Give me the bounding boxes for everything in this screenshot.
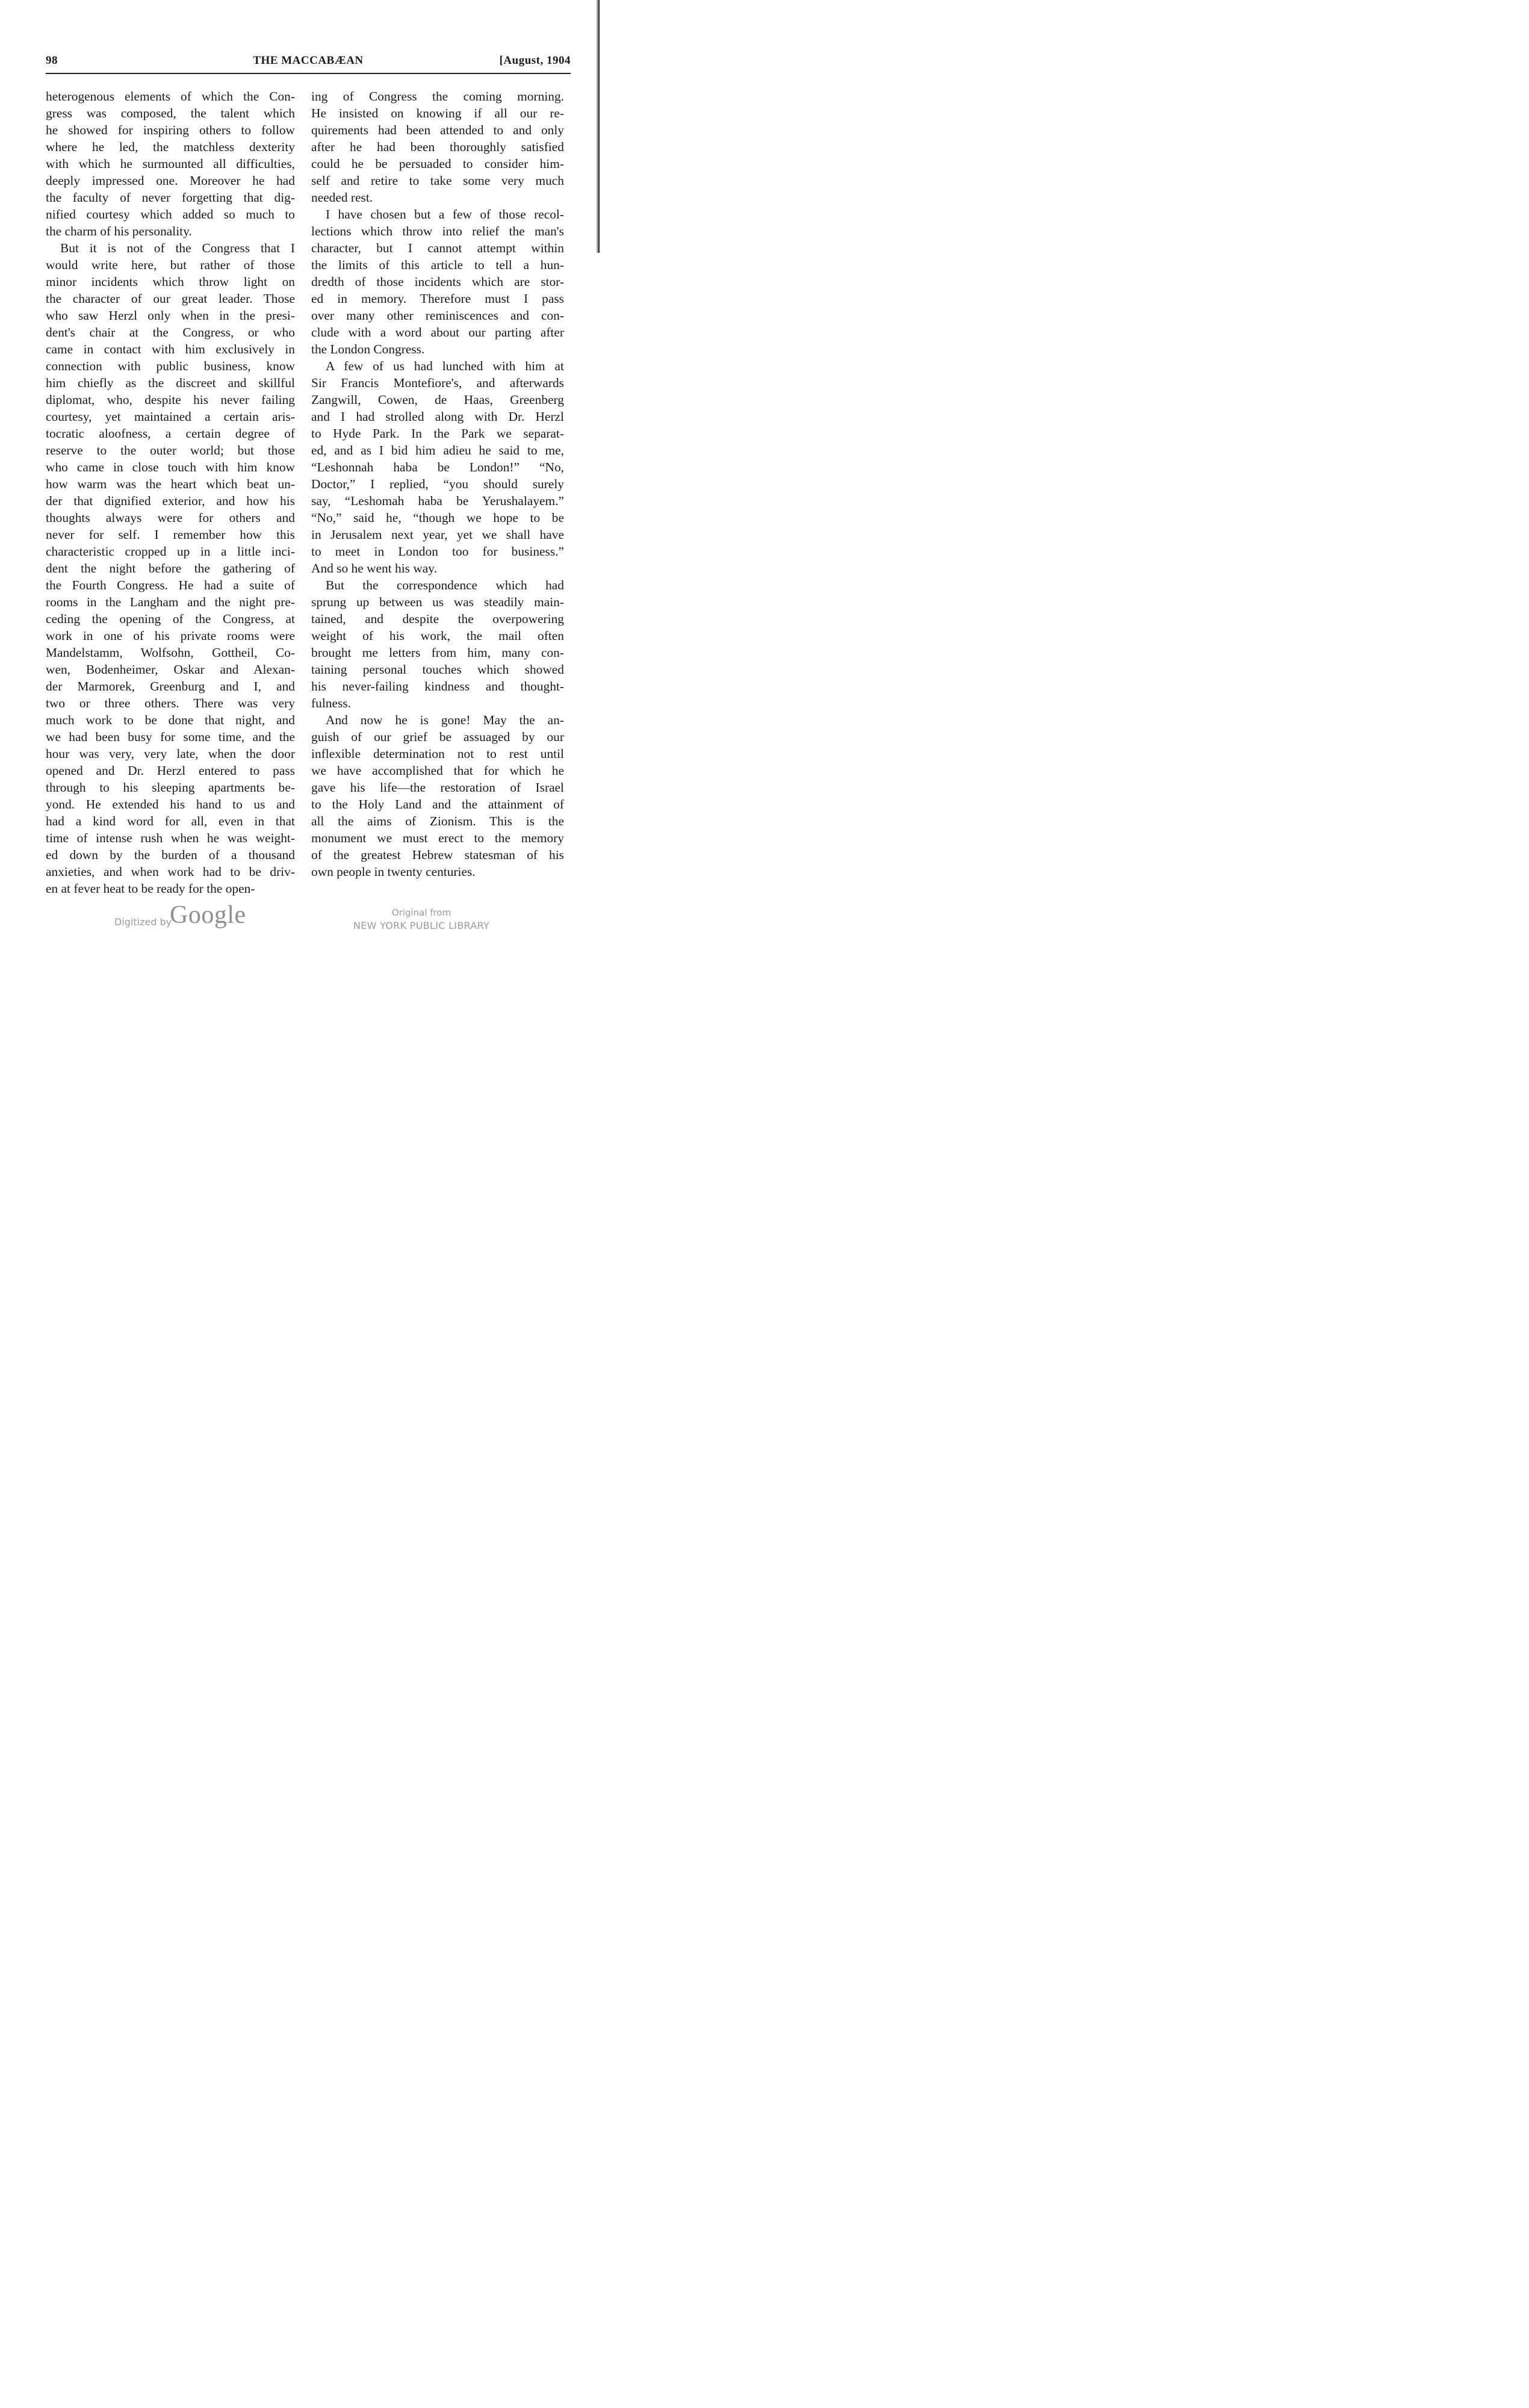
text-line: ed, and as I bid him adieu he said to me, — [311, 443, 564, 458]
text-line: we have accomplished that for which he — [311, 763, 564, 778]
text-line: thoughts always were for others and — [46, 510, 295, 525]
text-line: to meet in London too for business.” — [311, 544, 564, 559]
text-line: sprung up between us was steadily main- — [311, 595, 564, 609]
text-line: Doctor,” I replied, “you should surely — [311, 477, 564, 491]
text-line: came in contact with him exclusively in — [46, 342, 295, 356]
page-binding-edge — [596, 0, 600, 253]
text-line: who came in close touch with him know — [46, 460, 295, 474]
page-number: 98 — [46, 54, 58, 67]
text-line: hour was very, very late, when the door — [46, 746, 295, 761]
text-line: der Marmorek, Greenburg and I, and — [46, 679, 295, 694]
text-line: der that dignified exterior, and how his — [46, 494, 295, 508]
text-line: him chiefly as the discreet and skillful — [46, 376, 295, 390]
text-line: nified courtesy which added so much to — [46, 207, 295, 222]
text-line: to the Holy Land and the attainment of — [311, 797, 564, 811]
text-line: deeply impressed one. Moreover he had — [46, 173, 295, 188]
text-line: time of intense rush when he was weight- — [46, 831, 295, 845]
text-line: And so he went his way. — [311, 561, 437, 576]
text-line: his never-failing kindness and thought- — [311, 679, 564, 694]
google-logo: Google — [170, 901, 246, 929]
text-line: anxieties, and when work had to be driv- — [46, 864, 295, 879]
text-line: the character of our great leader. Those — [46, 291, 295, 306]
right-column — [311, 88, 564, 880]
text-line: clude with a word about our parting after — [311, 325, 564, 340]
text-line: and I had strolled along with Dr. Herzl — [311, 409, 564, 424]
running-header — [46, 54, 571, 71]
text-line: And now he is gone! May the an- — [326, 713, 564, 727]
text-line: the Fourth Congress. He had a suite of — [46, 578, 295, 592]
left-column — [46, 88, 295, 897]
text-line: who saw Herzl only when in the presi- — [46, 308, 295, 323]
text-line: brought me letters from him, many con- — [311, 645, 564, 660]
text-line: gress was composed, the talent which — [46, 106, 295, 120]
text-line: the limits of this article to tell a hun- — [311, 258, 564, 272]
text-line: Zangwill, Cowen, de Haas, Greenberg — [311, 393, 564, 407]
text-line: reserve to the outer world; but those — [46, 443, 295, 458]
text-line: ed down by the burden of a thousand — [46, 848, 295, 862]
text-line: the charm of his personality. — [46, 224, 192, 238]
text-line: quirements had been attended to and only — [311, 123, 564, 137]
text-line: gave his life—the restoration of Israel — [311, 780, 564, 795]
text-line: characteristic cropped up in a little inci- — [46, 544, 295, 559]
text-line: dent's chair at the Congress, or who — [46, 325, 295, 340]
text-line: courtesy, yet maintained a certain aris- — [46, 409, 295, 424]
text-line: to Hyde Park. In the Park we separat- — [311, 426, 564, 441]
text-line: much work to be done that night, and — [46, 713, 295, 727]
text-line: But it is not of the Congress that I — [60, 241, 295, 255]
text-line: “Leshonnah haba be London!” “No, — [311, 460, 564, 474]
text-line: over many other reminiscences and con- — [311, 308, 564, 323]
text-line: inflexible determination not to rest until — [311, 746, 564, 761]
text-line: the faculty of never forgetting that dig- — [46, 190, 295, 205]
source-line-original: Original from — [391, 907, 451, 918]
text-line: after he had been thoroughly satisfied — [311, 140, 564, 154]
text-line: never for self. I remember how this — [46, 527, 295, 542]
text-line: we had been busy for some time, and the — [46, 730, 295, 744]
text-line: would write here, but rather of those — [46, 258, 295, 272]
text-line: ing of Congress the coming morning. — [311, 89, 564, 104]
header-rule — [46, 73, 571, 74]
text-line: “No,” said he, “though we hope to be — [311, 510, 564, 525]
text-line: opened and Dr. Herzl entered to pass — [46, 763, 295, 778]
text-line: But the correspondence which had — [326, 578, 564, 592]
text-line: how warm was the heart which beat un- — [46, 477, 295, 491]
text-line: heterogenous elements of which the Con- — [46, 89, 295, 104]
text-line: Sir Francis Montefiore's, and afterwards — [311, 376, 564, 390]
text-line: in Jerusalem next year, yet we shall have — [311, 527, 564, 542]
text-line: rooms in the Langham and the night pre- — [46, 595, 295, 609]
text-line: had a kind word for all, even in that — [46, 814, 295, 828]
text-line: of the greatest Hebrew statesman of his — [311, 848, 564, 862]
text-line: he showed for inspiring others to follow — [46, 123, 295, 137]
text-line: work in one of his private rooms were — [46, 628, 295, 643]
text-line: tained, and despite the overpowering — [311, 612, 564, 626]
text-line: Mandelstamm, Wolfsohn, Gottheil, Co- — [46, 645, 295, 660]
text-line: dent the night before the gathering of — [46, 561, 295, 576]
text-line: connection with public business, know — [46, 359, 295, 373]
text-line: ceding the opening of the Congress, at — [46, 612, 295, 626]
source-line-library: NEW YORK PUBLIC LIBRARY — [353, 920, 490, 931]
source-attribution — [337, 907, 506, 933]
text-line: through to his sleeping apartments be- — [46, 780, 295, 795]
text-line: I have chosen but a few of those recol- — [326, 207, 564, 222]
text-line: self and retire to take some very much — [311, 173, 564, 188]
text-line: wen, Bodenheimer, Oskar and Alexan- — [46, 662, 295, 677]
text-line: tocratic aloofness, a certain degree of — [46, 426, 295, 441]
journal-title: THE MACCABÆAN — [253, 54, 364, 67]
text-line: all the aims of Zionism. This is the — [311, 814, 564, 828]
text-line: the London Congress. — [311, 342, 425, 356]
text-line: A few of us had lunched with him at — [326, 359, 564, 373]
text-line: ed in memory. Therefore must I pass — [311, 291, 564, 306]
text-line: minor incidents which throw light on — [46, 275, 295, 289]
text-line: with which he surmounted all difficulties, — [46, 157, 295, 171]
issue-date: [August, 1904 — [499, 54, 571, 67]
text-line: taining personal touches which showed — [311, 662, 564, 677]
text-line: lections which throw into relief the man's — [311, 224, 564, 238]
text-line: dredth of those incidents which are stor- — [311, 275, 564, 289]
digitized-label: Digitized by — [114, 916, 172, 928]
text-line: He insisted on knowing if all our re- — [311, 106, 564, 120]
text-line: yond. He extended his hand to us and — [46, 797, 295, 811]
text-line: monument we must erect to the memory — [311, 831, 564, 845]
text-line: could he be persuaded to consider him- — [311, 157, 564, 171]
text-line: weight of his work, the mail often — [311, 628, 564, 643]
text-line: where he led, the matchless dexterity — [46, 140, 295, 154]
text-line: character, but I cannot attempt within — [311, 241, 564, 255]
text-line: two or three others. There was very — [46, 696, 295, 710]
text-line: own people in twenty centuries. — [311, 864, 476, 879]
text-line: say, “Leshomah haba be Yerushalayem.” — [311, 494, 564, 508]
text-line: needed rest. — [311, 190, 373, 205]
text-line: en at fever heat to be ready for the open- — [46, 881, 255, 896]
text-line: diplomat, who, despite his never failing — [46, 393, 295, 407]
text-line: fulness. — [311, 696, 351, 710]
text-line: guish of our grief be assuaged by our — [311, 730, 564, 744]
